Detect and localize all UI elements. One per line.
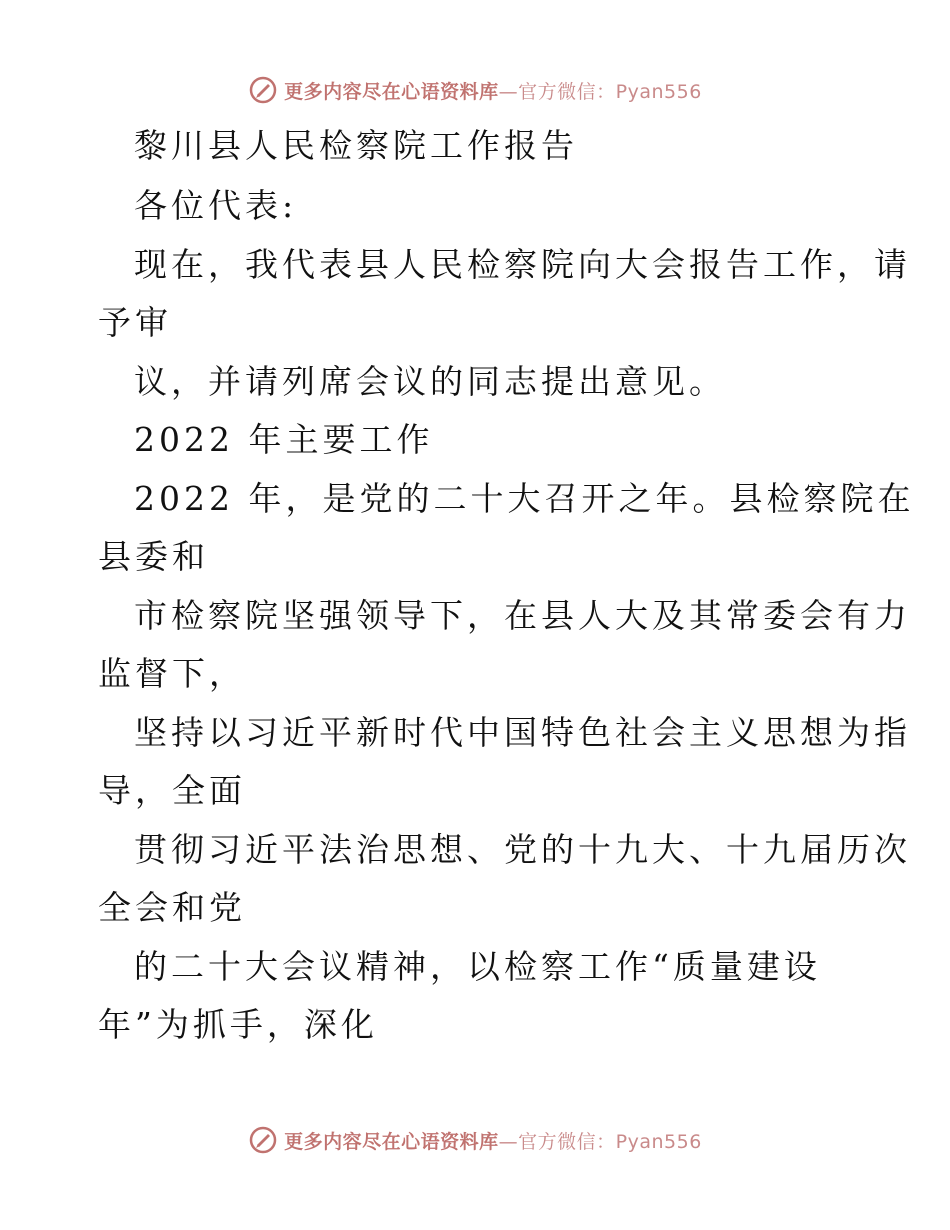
pen-seal-icon <box>248 1125 278 1155</box>
paragraph-line: 全会和党 <box>98 888 246 927</box>
paragraph-line: 贯彻习近平法治思想、党的十九大、十九届历次 <box>134 830 911 869</box>
salutation: 各位代表: <box>134 186 298 225</box>
watermark-text <box>284 77 702 104</box>
paragraph-line: 监督下， <box>98 654 246 693</box>
watermark-dash: — <box>498 1130 519 1153</box>
watermark-contact-text: 官方微信：Pyan556 <box>518 1130 702 1153</box>
paragraph-line: 导，全面 <box>98 771 246 810</box>
pen-seal-icon <box>248 75 278 105</box>
header-watermark <box>0 70 950 110</box>
watermark-dash: — <box>498 80 519 103</box>
footer-watermark <box>0 1120 950 1160</box>
paragraph-line: 年”为抓手，深化 <box>98 1005 378 1044</box>
document-title: 黎川县人民检察院工作报告 <box>134 126 578 165</box>
watermark-main-text: 更多内容尽在心语资料库 <box>284 1130 499 1153</box>
paragraph-line: 坚持以习近平新时代中国特色社会主义思想为指 <box>134 713 911 752</box>
paragraph-line: 予审 <box>98 303 172 342</box>
section-heading: 2022 年主要工作 <box>134 420 434 459</box>
watermark-text <box>284 1127 702 1154</box>
paragraph-line: 的二十大会议精神，以检察工作“质量建设 <box>134 947 821 986</box>
watermark-main-text: 更多内容尽在心语资料库 <box>284 80 499 103</box>
paragraph-line: 现在，我代表县人民检察院向大会报告工作，请 <box>134 245 911 284</box>
paragraph-line: 市检察院坚强领导下，在县人大及其常委会有力 <box>134 596 911 635</box>
paragraph-line: 县委和 <box>98 537 209 576</box>
paragraph-line: 2022 年，是党的二十大召开之年。县检察院在 <box>134 479 915 518</box>
paragraph-line: 议，并请列席会议的同志提出意见。 <box>134 362 726 401</box>
watermark-contact-text: 官方微信：Pyan556 <box>518 80 702 103</box>
